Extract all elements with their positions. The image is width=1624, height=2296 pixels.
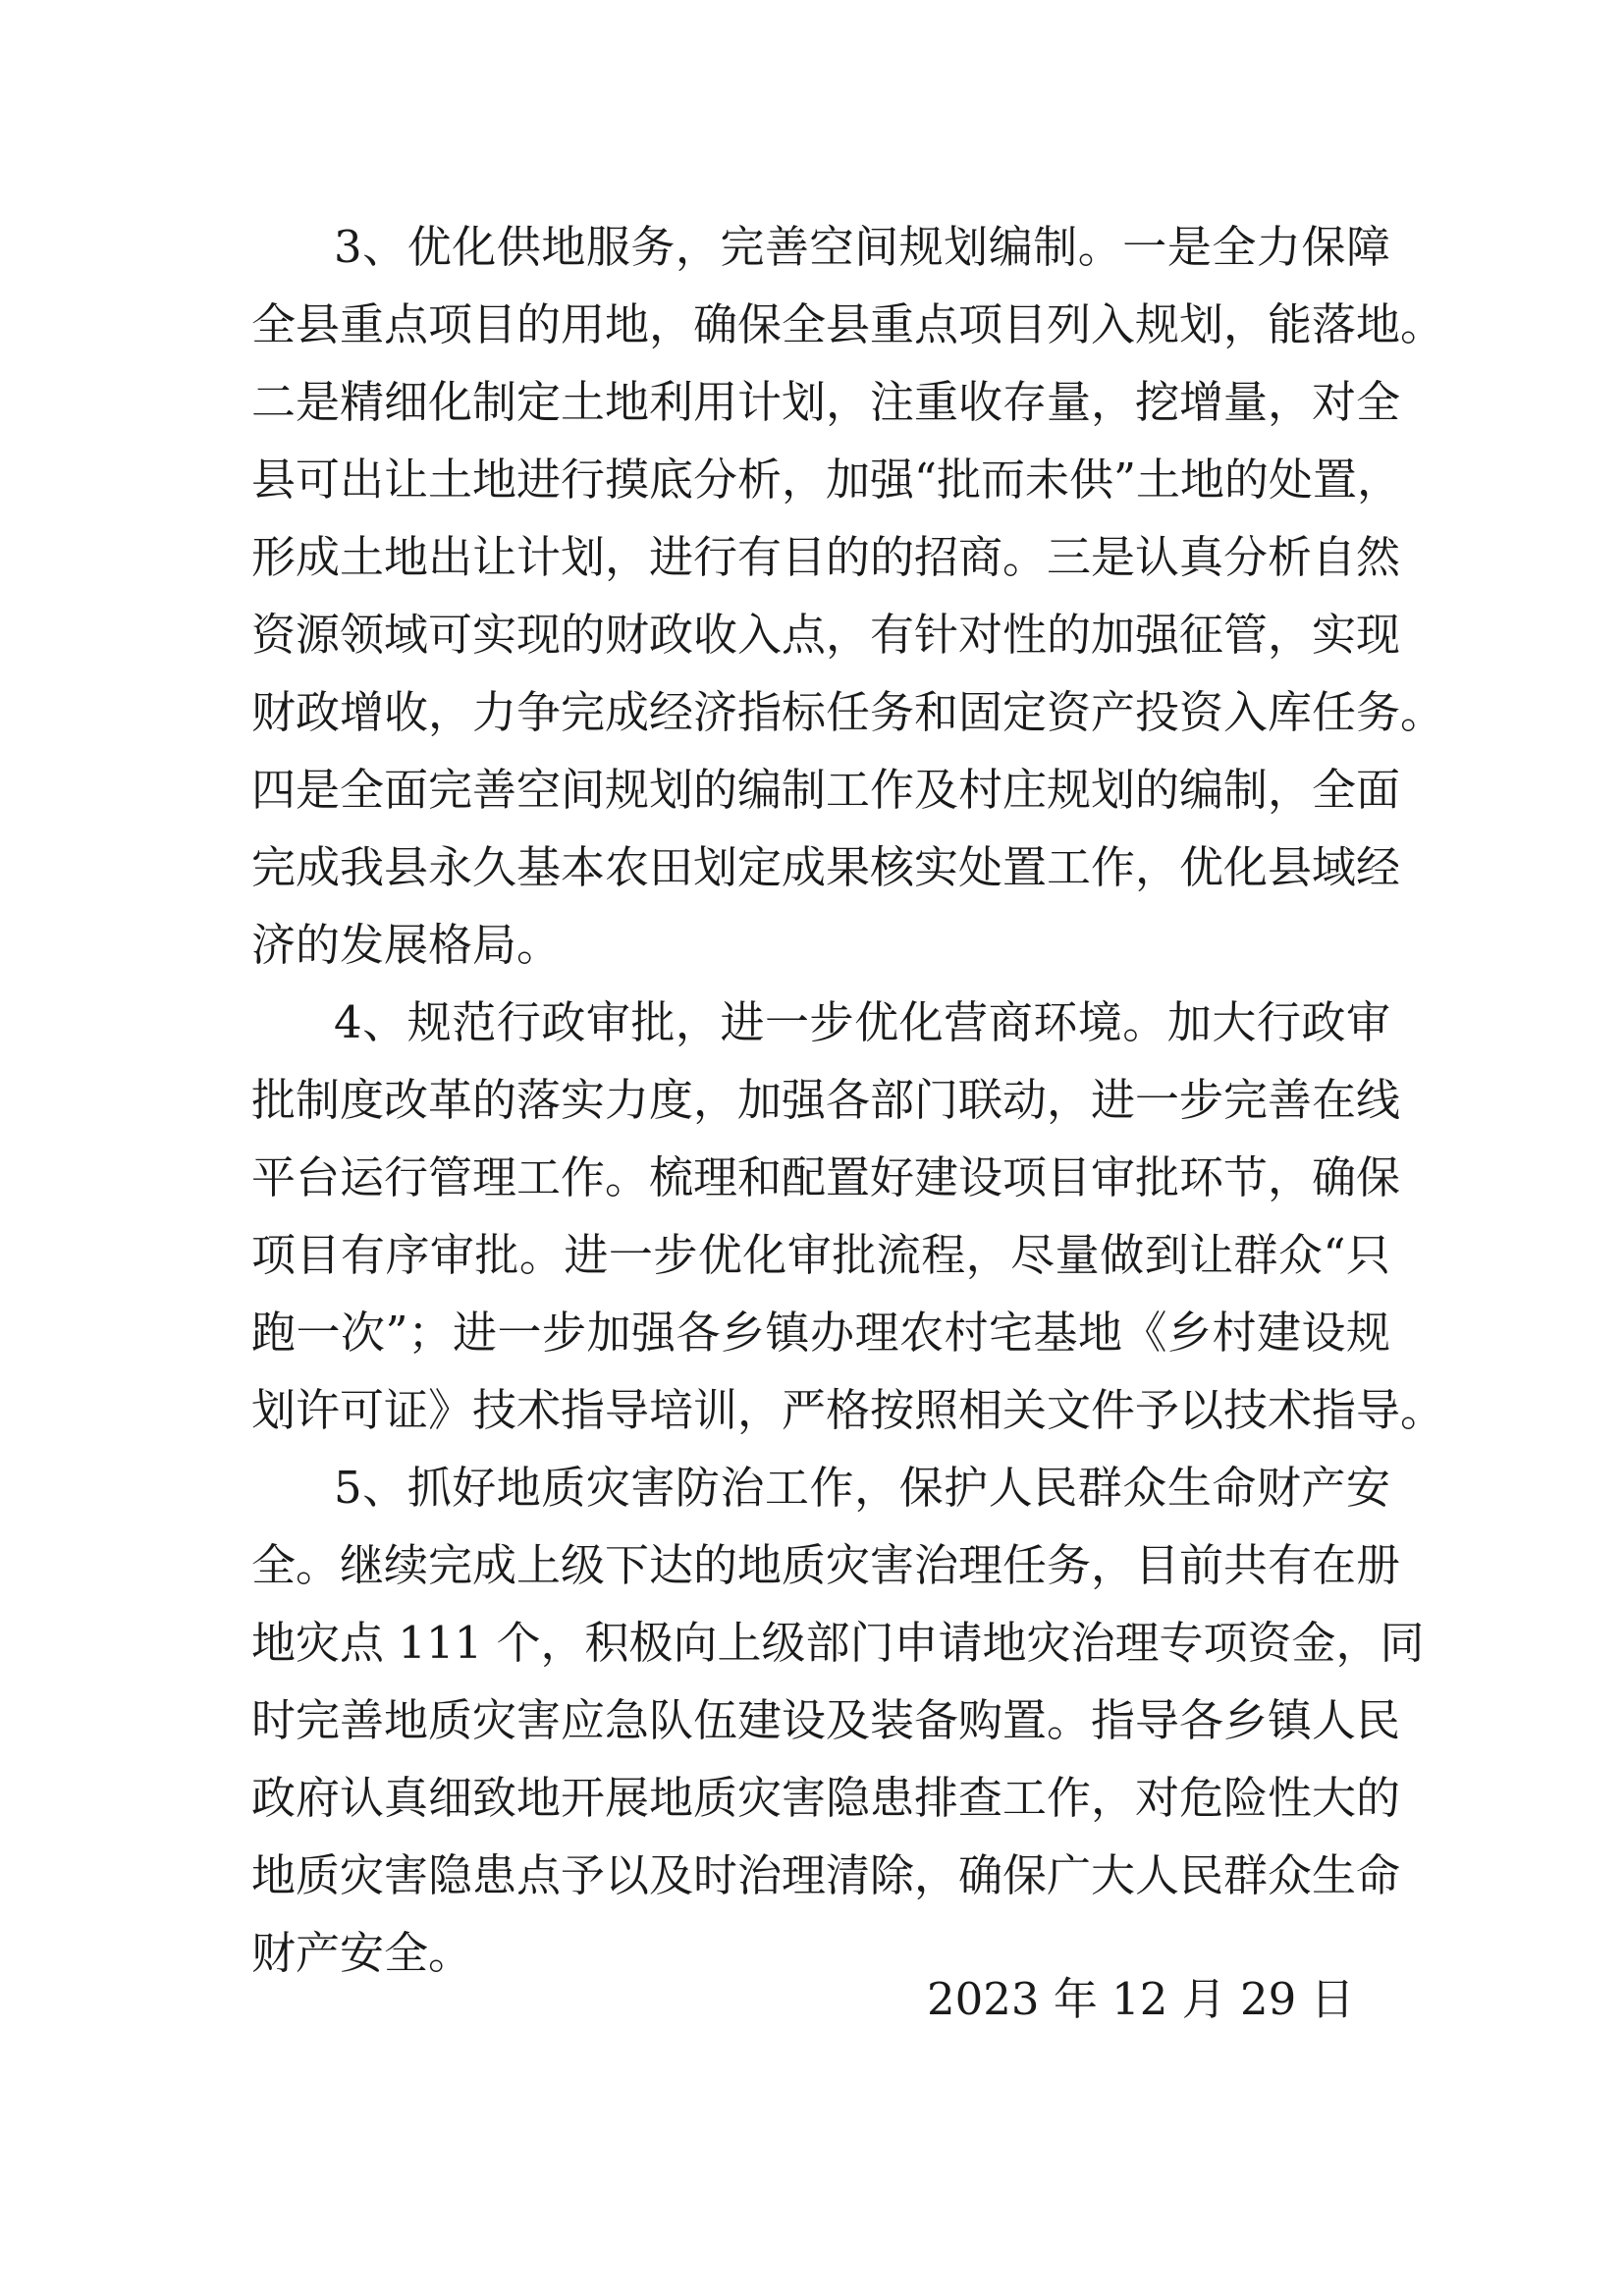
paragraph-line: 济的发展格局。 <box>251 919 562 971</box>
paragraph-line: 全县重点项目的用地，确保全县重点项目列入规划，能落地。 <box>251 298 1445 350</box>
paragraph-line: 完成我县永久基本农田划定成果核实处置工作，优化县域经 <box>251 841 1401 893</box>
document-body <box>251 208 1445 1992</box>
paragraph-line: 财产安全。 <box>251 1927 473 1979</box>
paragraph-line: 3、优化供地服务，完善空间规划编制。一是全力保障 <box>334 221 1390 273</box>
paragraph-line: 形成土地出让计划，进行有目的的招商。三是认真分析自然 <box>251 531 1401 583</box>
paragraph-line: 二是精细化制定土地利用计划，注重收存量，挖增量，对全 <box>251 376 1401 428</box>
paragraph-line: 地质灾害隐患点予以及时治理清除，确保广大人民群众生命 <box>251 1849 1401 1901</box>
paragraph-line: 划许可证》技术指导培训，严格按照相关文件予以技术指导。 <box>251 1384 1445 1436</box>
paragraph-line: 时完善地质灾害应急队伍建设及装备购置。指导各乡镇人民 <box>251 1694 1401 1746</box>
paragraph-line: 资源领域可实现的财政收入点，有针对性的加强征管，实现 <box>251 609 1401 661</box>
paragraph-line: 地灾点 111 个，积极向上级部门申请地灾治理专项资金，同 <box>251 1617 1425 1669</box>
document-date: 2023 年 12 月 29 日 <box>927 1973 1355 2025</box>
paragraph-line: 跑一次”；进一步加强各乡镇办理农村宅基地《乡村建设规 <box>251 1307 1390 1359</box>
paragraph-line: 4、规范行政审批，进一步优化营商环境。加大行政审 <box>334 996 1390 1048</box>
paragraph-line: 批制度改革的落实力度，加强各部门联动，进一步完善在线 <box>251 1074 1401 1126</box>
paragraph-line: 财政增收，力争完成经济指标任务和固定资产投资入库任务。 <box>251 686 1445 738</box>
paragraph-line: 四是全面完善空间规划的编制工作及村庄规划的编制，全面 <box>251 764 1401 816</box>
paragraph-line: 全。继续完成上级下达的地质灾害治理任务，目前共有在册 <box>251 1539 1401 1591</box>
paragraph-line: 政府认真细致地开展地质灾害隐患排查工作，对危险性大的 <box>251 1772 1401 1824</box>
paragraph-line: 5、抓好地质灾害防治工作，保护人民群众生命财产安 <box>334 1462 1390 1514</box>
paragraph-line: 县可出让土地进行摸底分析，加强“批而未供”土地的处置， <box>251 454 1402 506</box>
paragraph-line: 平台运行管理工作。梳理和配置好建设项目审批环节，确保 <box>251 1151 1401 1203</box>
paragraph-line: 项目有序审批。进一步优化审批流程，尽量做到让群众“只 <box>251 1229 1390 1281</box>
